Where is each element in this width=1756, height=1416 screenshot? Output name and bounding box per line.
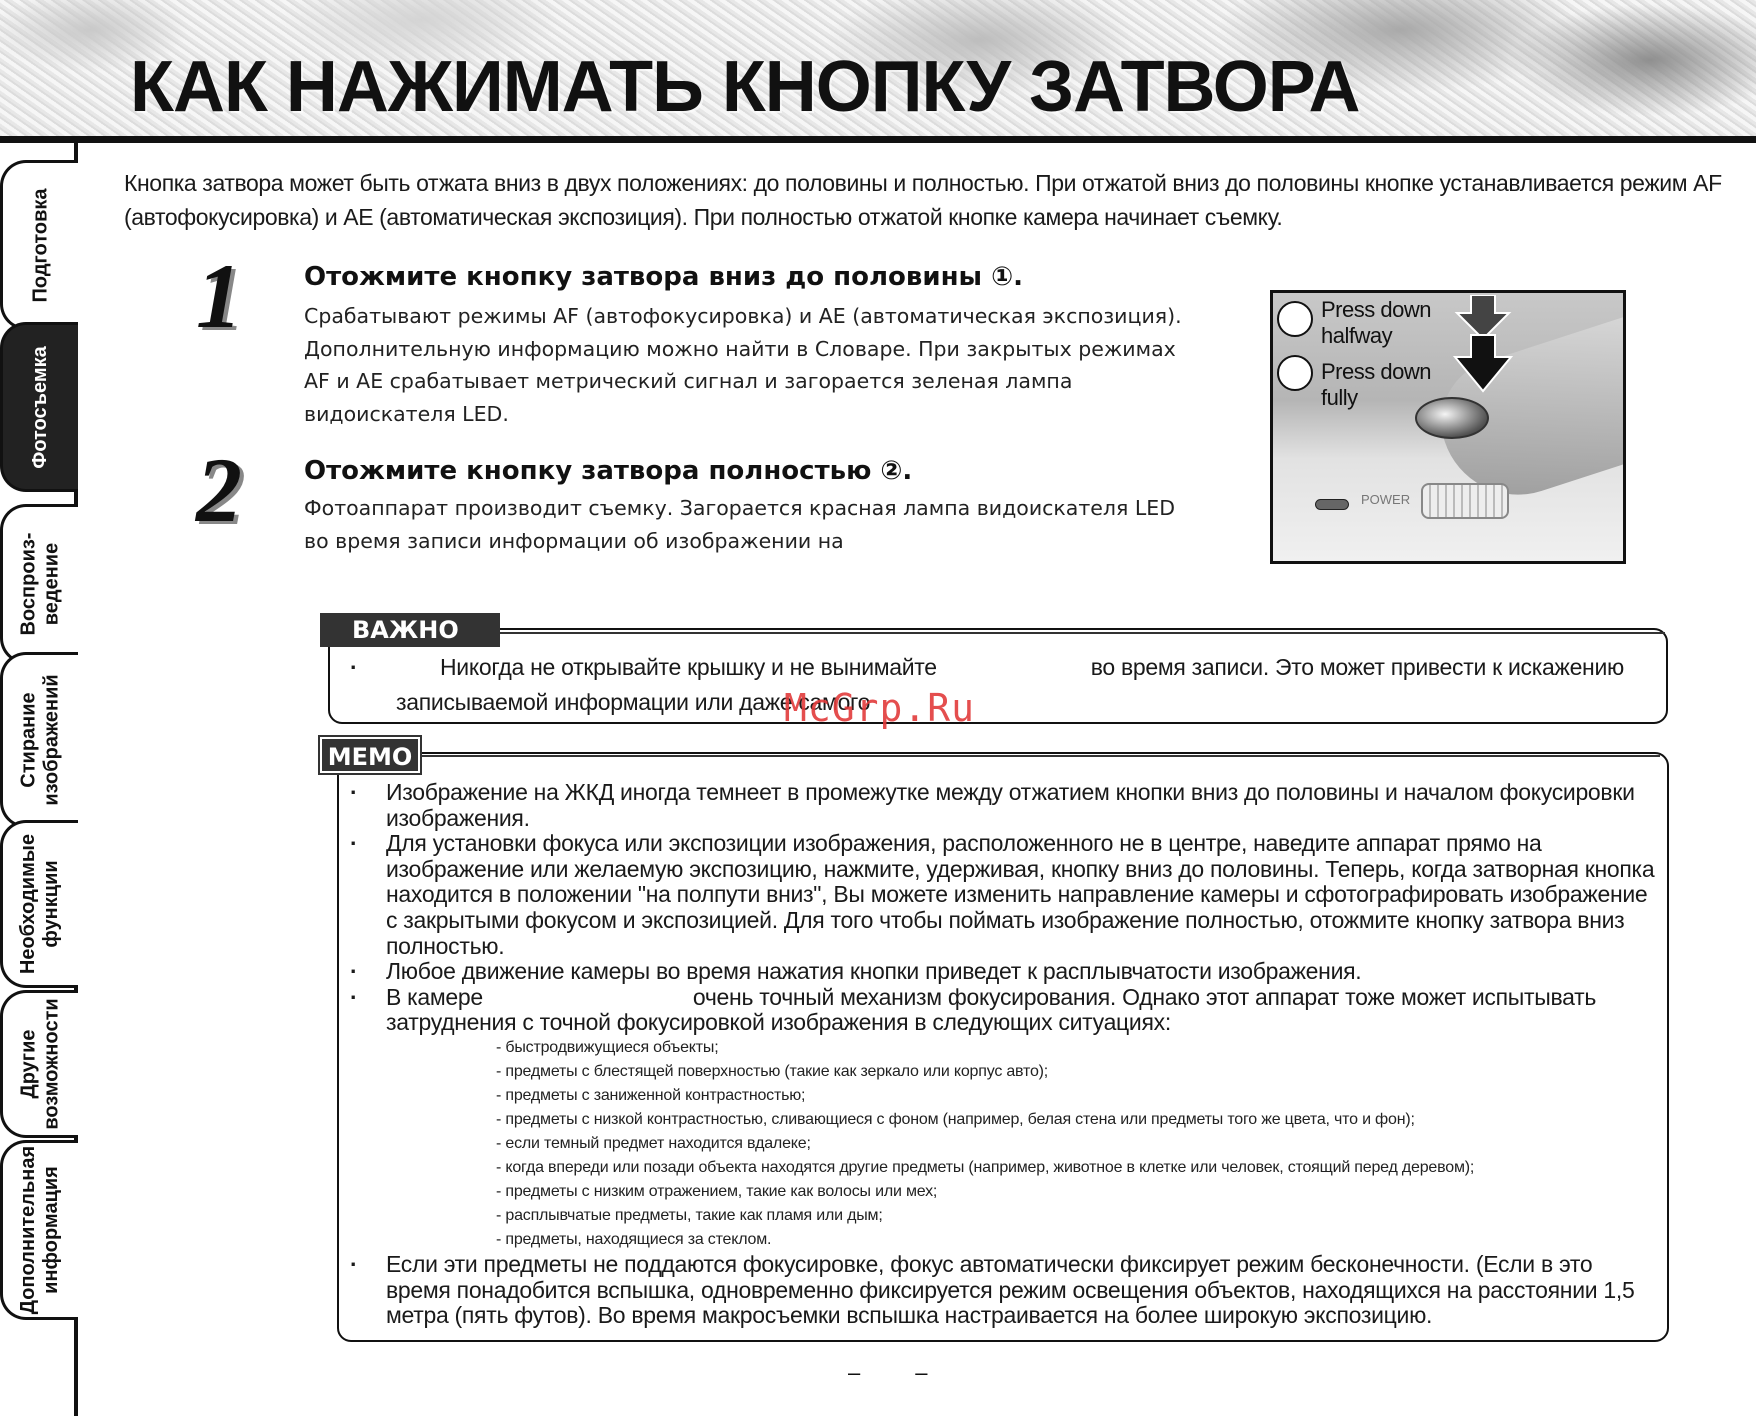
memo-sub-item: - быстродвижущиеся объекты; bbox=[496, 1038, 719, 1056]
memo-text bbox=[350, 780, 1660, 1329]
memo-rule bbox=[420, 755, 1660, 757]
page-title: КАК НАЖИМАТЬ КНОПКУ ЗАТВОРА bbox=[130, 47, 1360, 127]
label-press-halfway: Press down halfway bbox=[1321, 297, 1431, 348]
power-switch-image bbox=[1421, 483, 1509, 519]
bullet: · bbox=[350, 958, 358, 985]
sidebar-tab-1[interactable] bbox=[0, 160, 78, 330]
memo-item-2 bbox=[350, 831, 1660, 959]
step-1-title: Отожмите кнопку затвора вниз до половины ①. bbox=[304, 262, 1023, 292]
marker-circle-2 bbox=[1277, 355, 1313, 391]
sidebar-tab-3[interactable] bbox=[0, 504, 78, 664]
memo-sub-item: - предметы, находящиеся за стеклом. bbox=[496, 1230, 772, 1248]
power-label: POWER bbox=[1361, 492, 1411, 507]
memo-sub-item: - предметы с заниженной контрастностью; bbox=[496, 1086, 806, 1104]
memo-label: MEMO bbox=[320, 737, 420, 773]
arrow-down-icon bbox=[1453, 295, 1513, 405]
header-rule bbox=[0, 136, 1756, 143]
sidebar-tab-label: Необходимые функции bbox=[17, 833, 63, 975]
memo-item-4a: В камере bbox=[386, 983, 483, 1010]
sidebar-tab-label: Дополнительная информация bbox=[17, 1145, 63, 1315]
memo-item-text: Для установки фокуса или экспозиции изображения, расположенного не в центре, наведите аппарат прямо на изображение или желаемую экспозицию, нажмите, удерживая, кнопку вниз до половины. Теперь, когда затворная кнопка находится в положении "на полпути вниз", Вы можете изменить направление камеры и сфотографировать изображение с закрытыми фокусом и экспозицией. Для того чтобы поймать изображение полностью, отожмите кнопку затвора вниз полностью. bbox=[386, 830, 1655, 959]
step-1-body: Срабатывают режимы AF (автофокусировка) и AE (автоматическая экспозиция). Дополнительную информацию можно найти в Словаре. При закрытых режимах AF и AE срабатывает метрический сигнал и загорается зеленая лампа видоискателя LED. bbox=[304, 304, 1182, 426]
sidebar-tab-2[interactable] bbox=[0, 322, 78, 492]
important-label: ВАЖНО bbox=[320, 613, 500, 647]
memo-sub-item: - предметы с блестящей поверхностью (такие как зеркало или корпус авто); bbox=[496, 1062, 1049, 1080]
bullet: · bbox=[350, 779, 358, 805]
sidebar-tab-7[interactable] bbox=[0, 1140, 78, 1320]
sidebar-tab-6[interactable] bbox=[0, 990, 78, 1138]
sidebar-tab-4[interactable] bbox=[0, 652, 78, 828]
important-line-1a: Никогда не открывайте крышку и не вынимайте bbox=[440, 654, 937, 680]
step-1-number: 1 bbox=[196, 245, 242, 347]
memo-item-3 bbox=[350, 959, 1660, 985]
marker-circle-1 bbox=[1277, 301, 1313, 337]
memo-item-text: Любое движение камеры во время нажатия кнопки приведет к расплывчатости изображения. bbox=[386, 958, 1362, 985]
sidebar-tab-label: Фотосъемка bbox=[29, 345, 51, 469]
memo-sub-item: - предметы с низкой контрастностью, сливающиеся с фоном (например, белая стена или предметы того же цвета, что и фон); bbox=[496, 1110, 1415, 1128]
label-press-fully: Press down fully bbox=[1321, 359, 1431, 410]
step-2-title: Отожмите кнопку затвора полностью ②. bbox=[304, 456, 913, 486]
bullet: · bbox=[350, 1250, 358, 1277]
sidebar-tab-label: Другие возможности bbox=[17, 998, 63, 1130]
important-text bbox=[350, 650, 1650, 720]
step-2-number: 2 bbox=[196, 439, 242, 541]
sidebar-tab-label: Воспроиз- ведение bbox=[17, 532, 63, 636]
bullet: · bbox=[350, 983, 358, 1010]
watermark: McGrp.Ru bbox=[784, 686, 976, 730]
memo-item-text: Изображение на ЖКД иногда темнеет в промежутке между отжатием кнопки вниз до половины и началом фокусировки изображения. bbox=[386, 779, 1635, 831]
memo-sub-item: - расплывчатые предметы, такие как пламя или дым; bbox=[496, 1206, 883, 1224]
bullet: · bbox=[350, 654, 358, 680]
memo-sub-item: - предметы с низким отражением, такие как волосы или мех; bbox=[496, 1182, 938, 1200]
step-2-body: Фотоаппарат производит съемку. Загорается красная лампа видоискателя LED во время записи информации об изображении на bbox=[304, 496, 1176, 553]
memo-sub-item: - когда впереди или позади объекта находятся другие предметы (например, животное в клетке или человек, стоящий перед деревом); bbox=[496, 1158, 1475, 1176]
memo-item-4-text bbox=[386, 985, 1660, 1036]
important-line-1b: во время записи. Это может привести к искажению bbox=[1090, 654, 1624, 680]
memo-item-last bbox=[350, 1252, 1660, 1329]
sidebar-tab-label: Стирание изображений bbox=[17, 674, 63, 806]
memo-sub-item: - если темный предмет находится вдалеке; bbox=[496, 1134, 811, 1152]
led-image bbox=[1315, 499, 1349, 510]
memo-item-1 bbox=[350, 780, 1660, 831]
memo-item-4b: очень точный механизм фокусирования. Однако этот аппарат тоже может испытывать затруднения с точной фокусировкой изображения в следующих ситуациях: bbox=[386, 983, 1597, 1036]
page-number-marks: – – bbox=[848, 1360, 928, 1385]
shutter-button-photo bbox=[1270, 290, 1626, 564]
memo-item-last-text: Если эти предметы не поддаются фокусировке, фокус автоматически фиксирует режим бесконечности. (Если в это время понадобится вспышка, одновременно фиксируется режим освещения объектов, находящихся на расстоянии 1,5 метра (пять футов). Во время макросъемки вспышка настраивается на более широкую экспозицию. bbox=[386, 1250, 1635, 1329]
memo-sub-list bbox=[496, 1036, 1660, 1252]
important-line-2: записываемой информации или даже самого bbox=[396, 689, 871, 715]
bullet: · bbox=[350, 830, 358, 857]
sidebar-tab-5[interactable] bbox=[0, 820, 78, 988]
important-rule bbox=[500, 632, 1665, 634]
intro-paragraph: Кнопка затвора может быть отжата вниз в двух положениях: до половины и полностью. При отжатой вниз до половины кнопке устанавливается режим AF (автофокусировка) и AE (автоматическая экспозиция). При полностью отжатой кнопке камера начинает съемку. bbox=[124, 170, 1722, 230]
sidebar-tab-label: Подготовка bbox=[29, 188, 52, 302]
memo-item-4 bbox=[350, 985, 1660, 1036]
